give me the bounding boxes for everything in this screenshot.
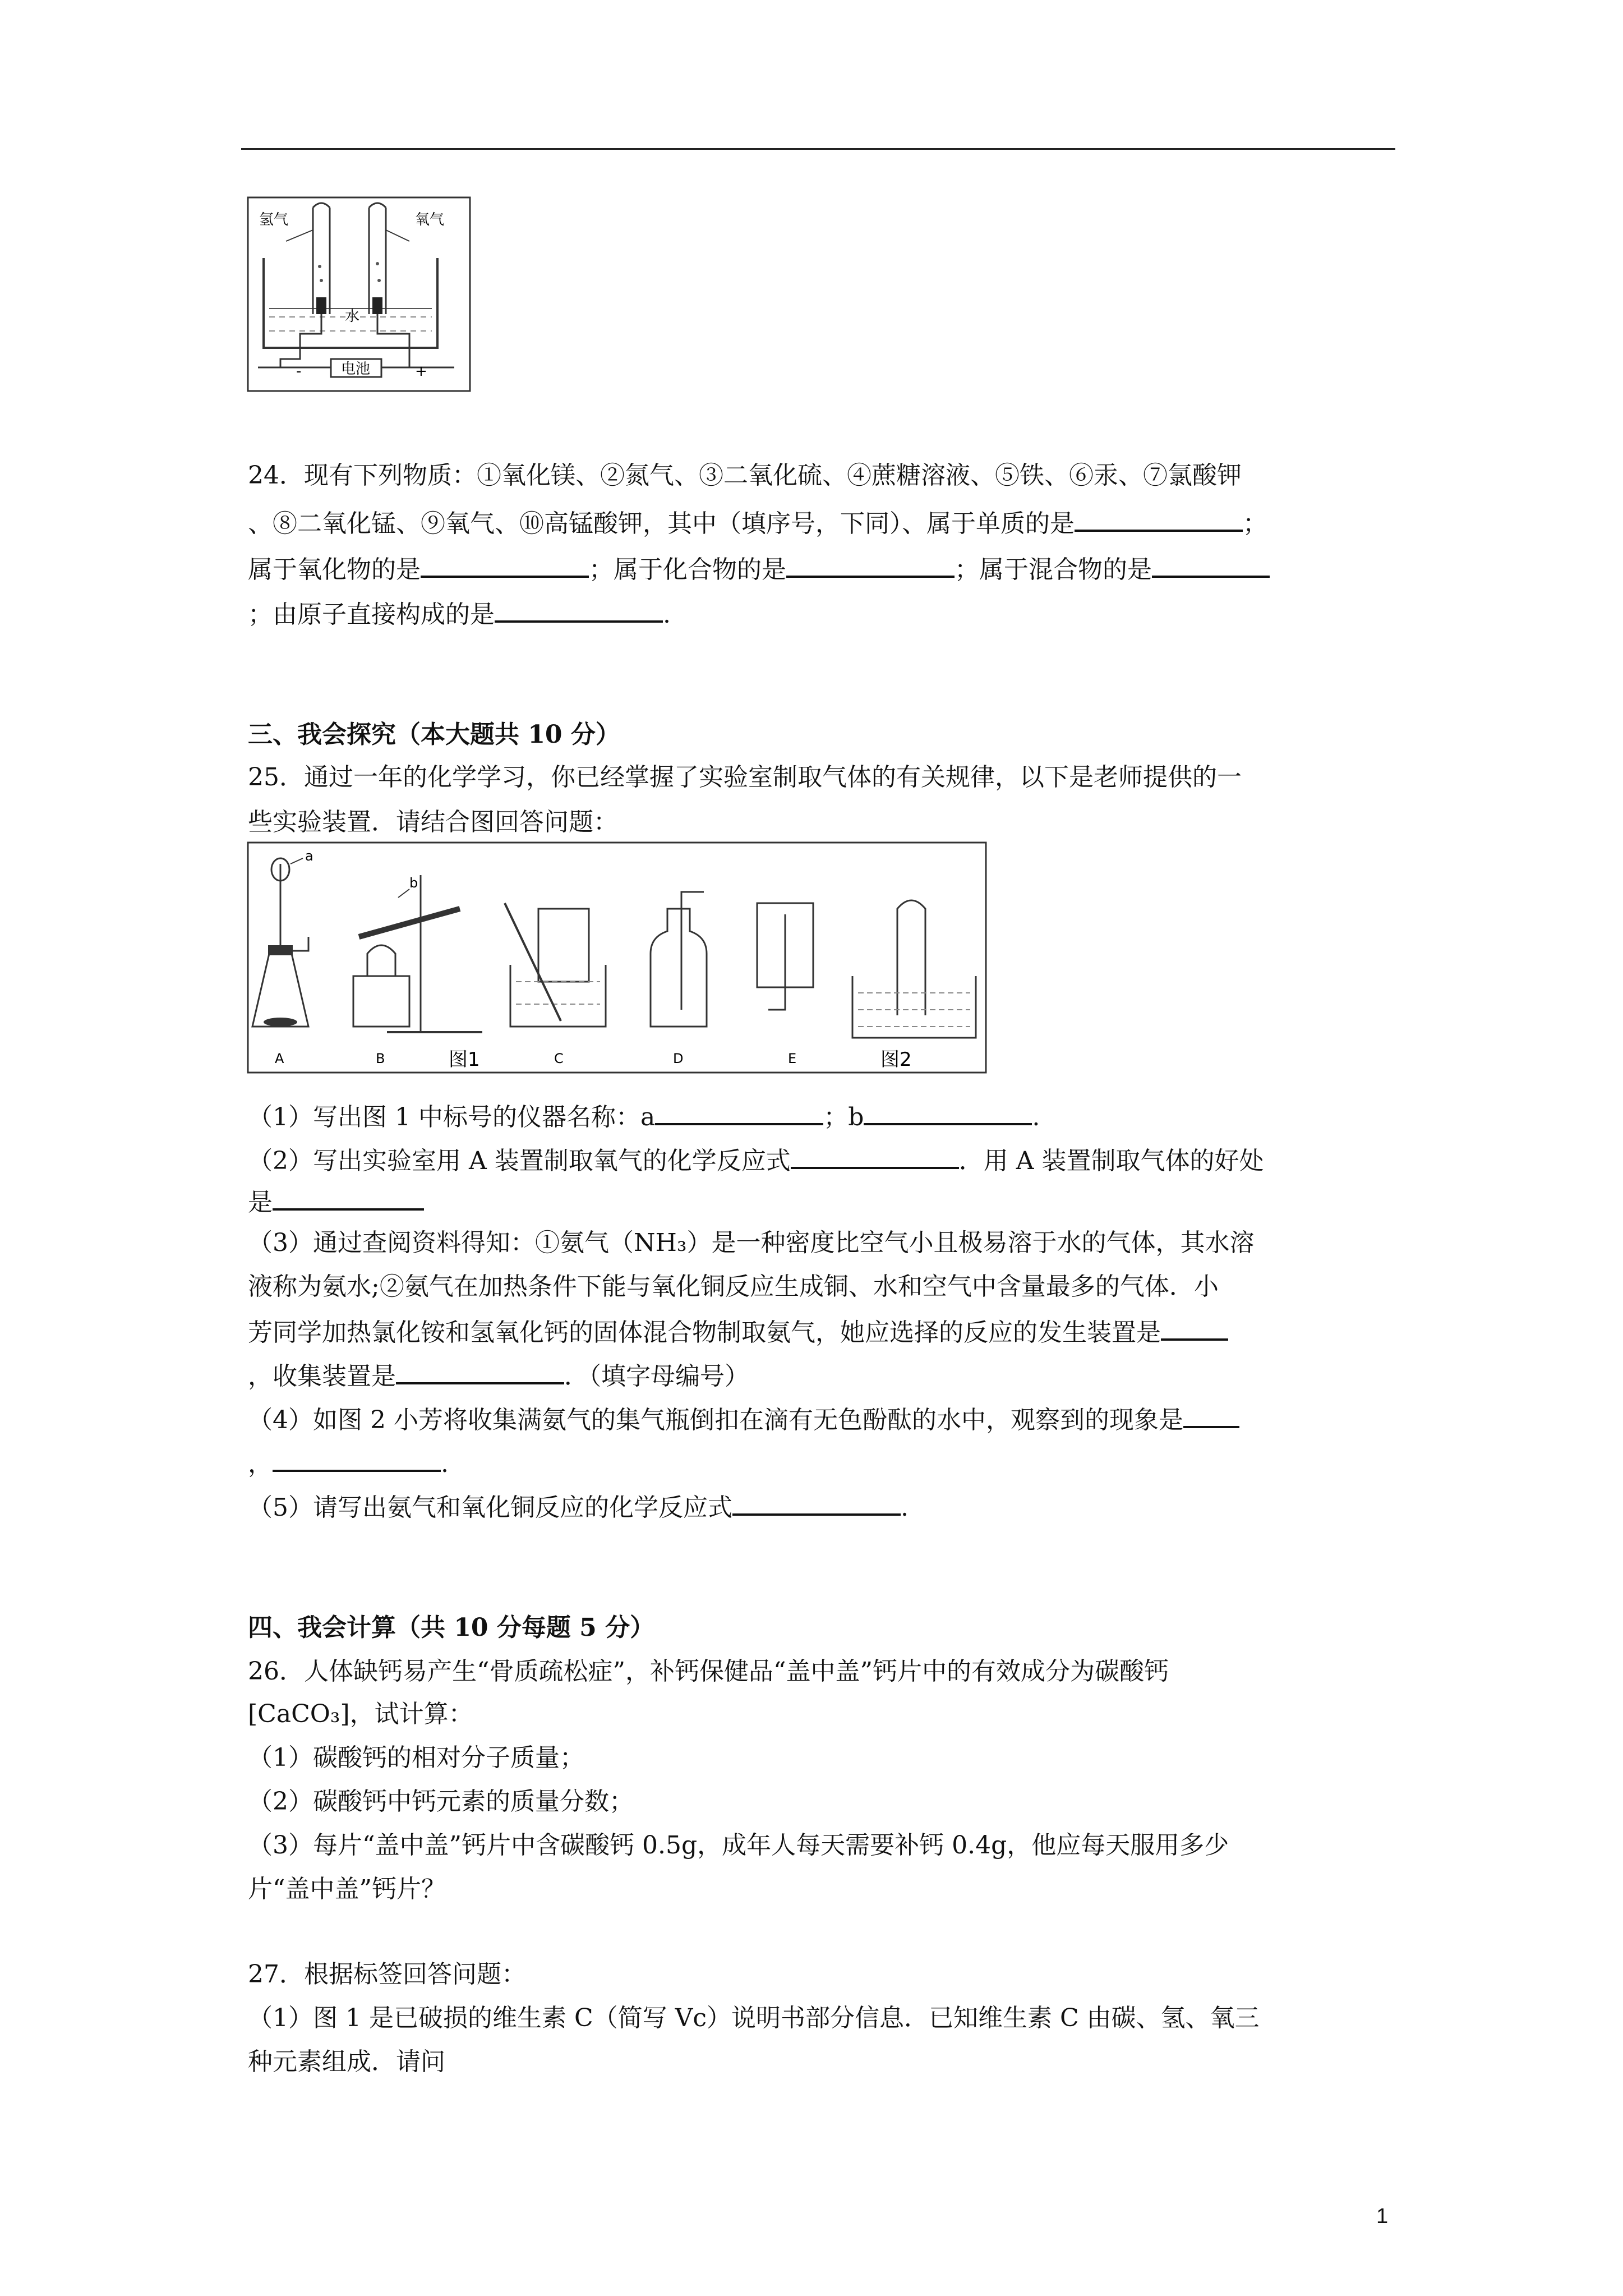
q25-p1-end: . xyxy=(1032,1103,1040,1131)
answer-blank[interactable] xyxy=(655,1098,823,1125)
q25-p2 xyxy=(248,1142,1264,1178)
q27-line1 xyxy=(248,1958,526,1991)
q24-line4-text: ；由原子直接构成的是 xyxy=(248,600,495,629)
q25-p4-line2-end: . xyxy=(441,1450,449,1478)
q26-line2-text: [CaCO₃]，试计算： xyxy=(248,1700,473,1728)
q24-line2-text: 、⑧二氧化锰、⑨氧气、⑩高锰酸钾，其中（填序号，下同）、属于单质的是 xyxy=(248,509,1075,538)
label-d: D xyxy=(673,1051,684,1066)
plus-sign: + xyxy=(415,363,427,380)
caption-fig1: 图1 xyxy=(449,1048,480,1071)
mark-a: a xyxy=(305,848,313,864)
section4-heading xyxy=(248,1611,654,1645)
q25-p2-text-b: ．用 A 装置制取气体的好处 xyxy=(958,1147,1264,1175)
q25-p5 xyxy=(248,1489,909,1525)
q25-p3-line2-text: 液称为氨水;②氨气在加热条件下能与氧化铜反应生成铜、水和空气中含量最多的气体．小 xyxy=(248,1272,1219,1301)
q27-p1-line1 xyxy=(248,2001,1260,2035)
q26-p1 xyxy=(248,1741,584,1775)
q25-p3-line2 xyxy=(248,1270,1219,1304)
q25-p3-line3 xyxy=(248,1314,1228,1350)
answer-blank[interactable] xyxy=(273,1184,424,1211)
q27-p1-line2 xyxy=(248,2045,445,2079)
q24-line4 xyxy=(248,596,671,632)
label-b: B xyxy=(376,1051,385,1066)
answer-blank[interactable] xyxy=(421,551,589,578)
q25-p3-line3-text: 芳同学加热氯化铵和氢氧化钙的固体混合物制取氨气，她应选择的反应的发生装置是 xyxy=(248,1318,1161,1347)
q24-line3-text-d: 于混合物的是 xyxy=(1004,555,1152,584)
q26-line1-text: 26．人体缺钙易产生“骨质疏松症”，补钙保健品“盖中盖”钙片中的有效成分为碳酸钙 xyxy=(248,1657,1169,1686)
mark-b: b xyxy=(409,875,418,891)
q26-p3-line2 xyxy=(248,1872,446,1906)
q25-p2-text-c: 是 xyxy=(248,1188,273,1217)
q25-line2 xyxy=(248,806,618,839)
q25-p5-text: （5）请写出氨气和氧化铜反应的化学反应式 xyxy=(248,1493,732,1522)
q27-p1-line2-text: 种元素组成．请问 xyxy=(248,2047,445,2076)
q26-p3-line1-text: （3）每片“盖中盖”钙片中含碳酸钙 0.5g，成年人每天需要补钙 0.4g，他应每天服用多少 xyxy=(248,1831,1229,1860)
q26-p2 xyxy=(248,1785,634,1819)
q24-line1 xyxy=(248,459,1242,493)
q26-p2-text: （2）碳酸钙中钙元素的质量分数； xyxy=(248,1787,634,1816)
q27-line1-text: 27．根据标签回答问题： xyxy=(248,1960,526,1989)
q26-line1 xyxy=(248,1655,1169,1688)
q26-p3-line1 xyxy=(248,1829,1229,1862)
q25-p2-cont xyxy=(248,1184,424,1220)
minus-sign: - xyxy=(296,363,302,380)
apparatus-d xyxy=(651,892,707,1066)
q24-line4-end: . xyxy=(663,600,671,629)
answer-blank[interactable] xyxy=(864,1098,1032,1125)
q25-p2-text-a: （2）写出实验室用 A 装置制取氧气的化学反应式 xyxy=(248,1147,791,1175)
water-label: 水 xyxy=(345,308,360,325)
q25-p3-line4-text-a: ，收集装置是 xyxy=(248,1362,396,1391)
q24-line3-text-c: ；属 xyxy=(955,555,1004,584)
caption-fig2: 图2 xyxy=(880,1048,912,1071)
hydrogen-label: 氢气 xyxy=(259,211,289,228)
q25-p1 xyxy=(248,1098,1040,1134)
q24-line3 xyxy=(248,551,1270,587)
q25-p3-line4-text-b: ．（填字母编号） xyxy=(564,1362,749,1391)
header-rule xyxy=(241,148,1395,150)
answer-blank[interactable] xyxy=(1075,505,1243,532)
q25-p3-line4 xyxy=(248,1358,749,1393)
answer-blank[interactable] xyxy=(1183,1401,1239,1428)
section3-heading xyxy=(248,718,620,752)
q25-line1-text: 25．通过一年的化学学习，你已经掌握了实验室制取气体的有关规律，以下是老师提供的一 xyxy=(248,763,1242,792)
apparatus-fig2 xyxy=(852,900,976,1038)
q25-p4-line1 xyxy=(248,1401,1239,1437)
q25-p4-line1-text: （4）如图 2 小芳将收集满氨气的集气瓶倒扣在滴有无色酚酞的水中，观察到的现象是 xyxy=(248,1406,1183,1434)
answer-blank[interactable] xyxy=(396,1358,564,1384)
label-e: E xyxy=(788,1051,797,1066)
q25-p4-line2-text-a: ， xyxy=(248,1450,273,1478)
q25-line2-text: 些实验装置．请结合图回答问题： xyxy=(248,808,618,836)
apparatus-figure xyxy=(247,841,987,1074)
q25-p4-line2 xyxy=(248,1445,449,1481)
q27-p1-line1-text: （1）图 1 是已破损的维生素 C（简写 Vc）说明书部分信息．已知维生素 C 由碳、氢、氧三 xyxy=(248,2004,1260,2032)
answer-blank[interactable] xyxy=(495,596,663,623)
answer-blank[interactable] xyxy=(732,1489,901,1516)
label-a: A xyxy=(275,1051,284,1066)
q24-line3-text-a: 属于氧化物的是 xyxy=(248,555,421,584)
page-number: 1 xyxy=(1376,2205,1389,2228)
label-c: C xyxy=(554,1051,564,1066)
q25-line1 xyxy=(248,761,1242,794)
q25-p1-text-b: ；b xyxy=(823,1103,864,1131)
q24-line3-text-b: ；属于化合物的是 xyxy=(589,555,786,584)
q26-p1-text: （1）碳酸钙的相对分子质量； xyxy=(248,1743,584,1772)
electrolysis-figure xyxy=(247,196,471,393)
battery-label: 电池 xyxy=(341,361,371,378)
q25-p1-text-a: （1）写出图 1 中标号的仪器名称：a xyxy=(248,1103,656,1131)
q24-line2-end: ； xyxy=(1243,509,1267,538)
q26-line2 xyxy=(248,1697,473,1731)
answer-blank[interactable] xyxy=(786,551,955,578)
answer-blank[interactable] xyxy=(1161,1314,1228,1341)
answer-blank[interactable] xyxy=(1152,551,1270,578)
q26-p3-line2-text: 片“盖中盖”钙片？ xyxy=(248,1875,446,1903)
section3-heading-text: 三、我会探究（本大题共 10 分） xyxy=(248,720,620,749)
answer-blank[interactable] xyxy=(791,1142,959,1169)
q25-p5-end: . xyxy=(901,1493,909,1522)
section4-heading-text: 四、我会计算（共 10 分每题 5 分） xyxy=(248,1613,655,1642)
apparatus-c xyxy=(505,903,606,1066)
oxygen-label: 氧气 xyxy=(415,211,445,228)
q24-line1-text: 24．现有下列物质：①氧化镁、②氮气、③二氧化硫、④蔗糖溶液、⑤铁、⑥汞、⑦氯酸钾 xyxy=(248,461,1242,490)
apparatus-b xyxy=(353,875,482,1066)
apparatus-e xyxy=(757,903,813,1066)
answer-blank[interactable] xyxy=(273,1445,441,1472)
q24-line2 xyxy=(248,505,1267,541)
apparatus-a xyxy=(252,848,313,1066)
q25-p3-line1-text: （3）通过查阅资料得知：①氨气（NH₃）是一种密度比空气小且极易溶于水的气体，其水溶 xyxy=(248,1228,1255,1257)
q25-p3-line1 xyxy=(248,1226,1255,1260)
